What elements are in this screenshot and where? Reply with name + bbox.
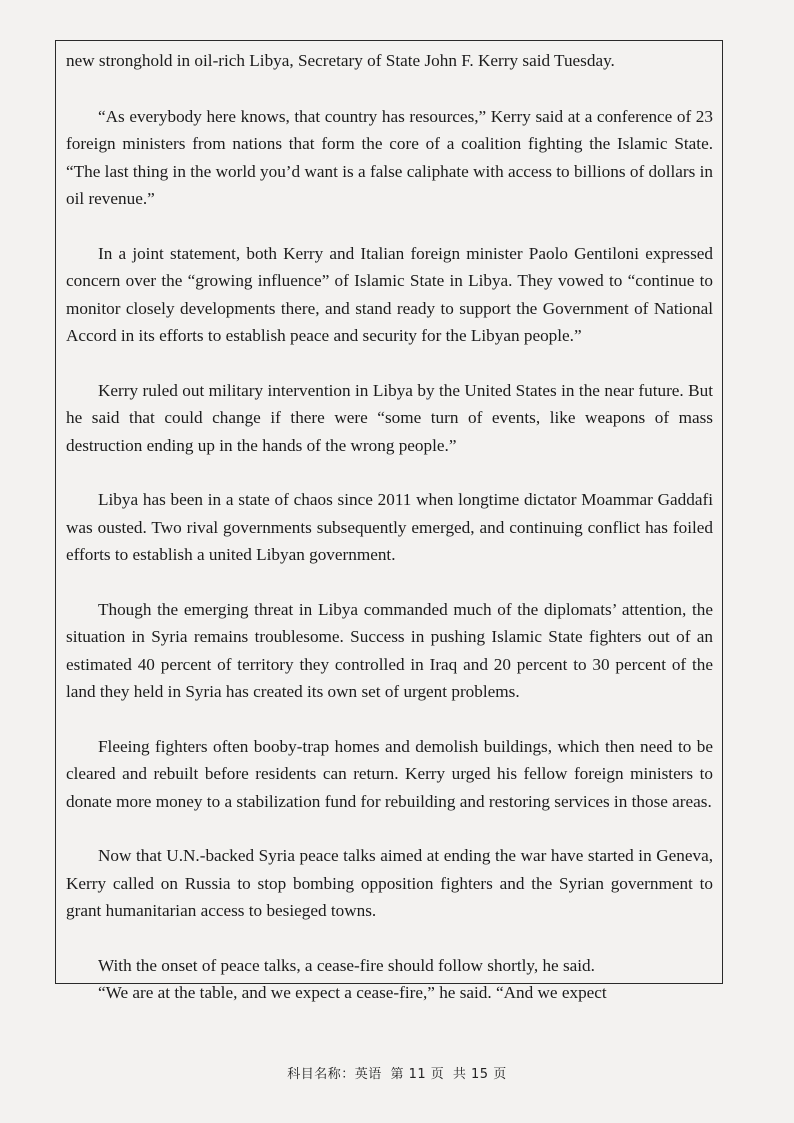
paragraph-military-intervention: Kerry ruled out military intervention in Libya by the United States in the near future. But he said that could change if there were “some turn of events, like weapons of mass destruction ending up in the hands of the wrong people.” xyxy=(66,380,713,455)
paragraph-cease-fire: With the onset of peace talks, a cease-fire should follow shortly, he said. xyxy=(98,955,595,975)
paragraph-quote-table: “We are at the table, and we expect a cease-fire,” he said. “And we expect xyxy=(98,983,607,1002)
paragraph-geneva-talks: Now that U.N.-backed Syria peace talks aimed at ending the war have started in Geneva, Kerry called on Russia to stop bombing opposition fighters and the Syrian government to grant humanitarian access to besieged towns. xyxy=(66,846,713,920)
page-footer xyxy=(0,1063,794,1082)
article-frame xyxy=(55,40,723,1002)
paragraph-continuation: new stronghold in oil-rich Libya, Secretary of State John F. Kerry said Tuesday. xyxy=(66,51,615,70)
paragraph-syria-situation: Though the emerging threat in Libya commanded much of the diplomats’ attention, the situation in Syria remains troublesome. Success in pushing Islamic State fighters out of an estimated 40 percent of territory they controlled in Iraq and 20 percent to 30 percent of the land they held in Syria has created its own set of urgent problems. xyxy=(66,599,713,701)
footer-total-pages: 共 15 页 xyxy=(452,1067,507,1082)
paragraph-joint-statement: In a joint statement, both Kerry and Italian foreign minister Paolo Gentiloni expressed concern over the “growing influence” of Islamic State in Libya. They vowed to “continue to monitor closely developments there, and stand ready to support the Government of National Accord in its efforts to establish peace and security for the Libyan people.” xyxy=(66,243,713,345)
footer-subject: 科目名称：英语 xyxy=(287,1067,382,1082)
paragraph-libya-chaos: Libya has been in a state of chaos since 2011 when longtime dictator Moammar Gaddafi was ousted. Two rival governments subsequently emerged, and continuing conflict has foiled efforts to establish a united Libyan government. xyxy=(66,490,713,564)
paragraph-kerry-quote: “As everybody here knows, that country has resources,” Kerry said at a conference of 23 foreign ministers from nations that form the core of a coalition fighting the Islamic State. “The last thing in the world you’d want is a false caliphate with access to billions of dollars in oil revenue.” xyxy=(66,106,713,208)
footer-page-number: 第 11 页 xyxy=(390,1067,445,1082)
paragraph-fleeing-fighters: Fleeing fighters often booby-trap homes and demolish buildings, which then need to be cleared and rebuilt before residents can return. Kerry urged his fellow foreign ministers to donate more money to a stabilization fund for rebuilding and restoring services in those areas. xyxy=(66,736,713,811)
